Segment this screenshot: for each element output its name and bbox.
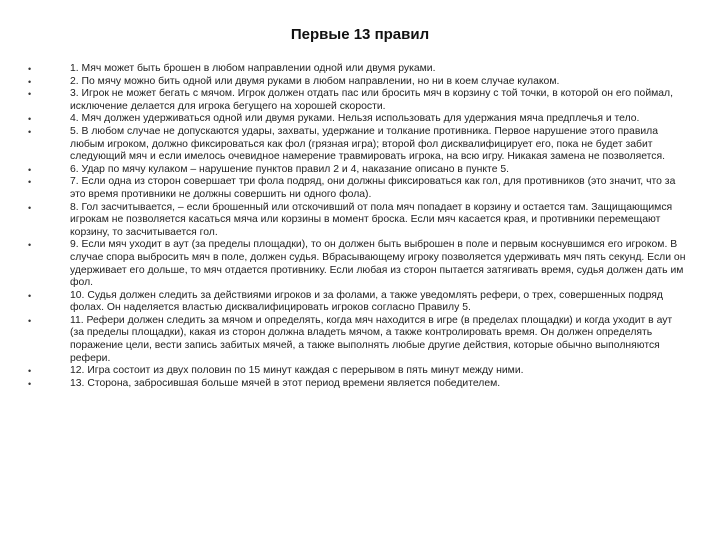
rule-text: 13. Сторона, забросившая больше мячей в этот период времени является победителем. — [70, 377, 501, 389]
bullet-icon: • — [28, 366, 32, 377]
rule-item — [28, 63, 688, 76]
bullet-icon: • — [28, 164, 32, 175]
rule-text: 2. По мячу можно бить одной или двумя руками в любом направлении, но ни в коем случае кулаком. — [70, 75, 560, 87]
rule-text: 1. Мяч может быть брошен в любом направлении одной или двумя руками. — [70, 63, 436, 74]
rules-list — [28, 63, 688, 390]
rule-text: 3. Игрок не может бегать с мячом. Игрок должен отдать пас или бросить мяч в корзину с той точки, в которой он его поймал, исключение делается для игрока бегущего на хорошей скорости. — [70, 88, 673, 112]
rule-item — [28, 202, 688, 240]
rule-item — [28, 315, 688, 365]
bullet-icon: • — [28, 64, 32, 74]
rule-text: 7. Если одна из сторон совершает три фола подряд, они должны фиксироваться как гол, для противников (это значит, что за это время противники не должны совершить ни одного фола). — [70, 176, 676, 200]
slide-title: Первые 13 правил — [290, 26, 430, 43]
rule-text: 9. Если мяч уходит в аут (за пределы площадки), то он должен быть выброшен в поле и первым коснувшимся его игроком. В случае спора выбросить мяч в поле, должен судья. Вбрасывающему игроку позволяется удерживать мяч пять секунд. Если он удерживает его дольше, то мяч отдается противнику. Если любая из сторон пытается затягивать время, судья должен дать им фол. — [70, 239, 686, 289]
bullet-icon: • — [28, 378, 32, 389]
bullet-icon: • — [28, 114, 32, 125]
rule-text: 5. В любом случае не допускаются удары, захваты, удержание и толкание противника. Первое нарушение этого правила любым игроком, должно фиксироваться как фол (грязная игра); второй фол дисквалифицирует его, пока не будет забит следующий мяч и если имелось очевидное намерение травмировать игрока, на всю игру. Никакая замена не позволяется. — [70, 125, 666, 163]
rule-item — [28, 76, 688, 89]
rule-text: 8. Гол засчитывается, – если брошенный или отскочивший от пола мяч попадает в корзину и остается там. Защищающимся игрокам не позволяется касаться мяча или корзины в момент броска. Если мяч касается края, и противники перемещают корзину, то засчитывается гол. — [70, 201, 673, 238]
rule-item — [28, 113, 688, 126]
rule-item — [28, 176, 688, 201]
rule-text: 11. Рефери должен следить за мячом и определять, когда мяч находится в игре (в пределах площадки) и когда уходит в аут (за пределы площадки), какая из сторон должна владеть мячом, а также контролировать время. Он должен определять поражение цели, вести запись забитых мячей, а также выполнять любые другие действия, которые обычно выполняются рефери. — [70, 314, 673, 364]
bullet-icon: • — [28, 202, 32, 213]
rule-text: 10. Судья должен следить за действиями игроков и за фолами, а также уведомлять рефери, о трех, совершенных подряд фолах. Он наделяется властью дисквалифицировать игроков согласно Правилу 5. — [70, 289, 663, 314]
rule-text: 4. Мяч должен удерживаться одной или двумя руками. Нельзя использовать для удержания мяча предплечья и тело. — [70, 113, 640, 125]
rule-item — [28, 88, 688, 113]
rule-item — [28, 378, 688, 391]
bullet-icon: • — [28, 126, 32, 137]
bullet-icon: • — [28, 315, 32, 326]
bullet-icon: • — [28, 177, 32, 188]
bullet-icon: • — [28, 76, 32, 87]
rule-item — [28, 365, 688, 378]
rule-item — [28, 290, 688, 315]
rule-item — [28, 164, 688, 177]
bullet-icon: • — [28, 240, 32, 251]
bullet-icon: • — [28, 89, 32, 100]
rule-item — [28, 239, 688, 289]
rule-text: 12. Игра состоит из двух половин по 15 минут каждая с перерывом в пять минут между ними. — [70, 365, 524, 377]
bullet-icon: • — [28, 290, 32, 301]
rule-text: 6. Удар по мячу кулаком – нарушение пунктов правил 2 и 4, наказание описано в пункте 5. — [70, 163, 510, 175]
rule-item — [28, 126, 688, 164]
